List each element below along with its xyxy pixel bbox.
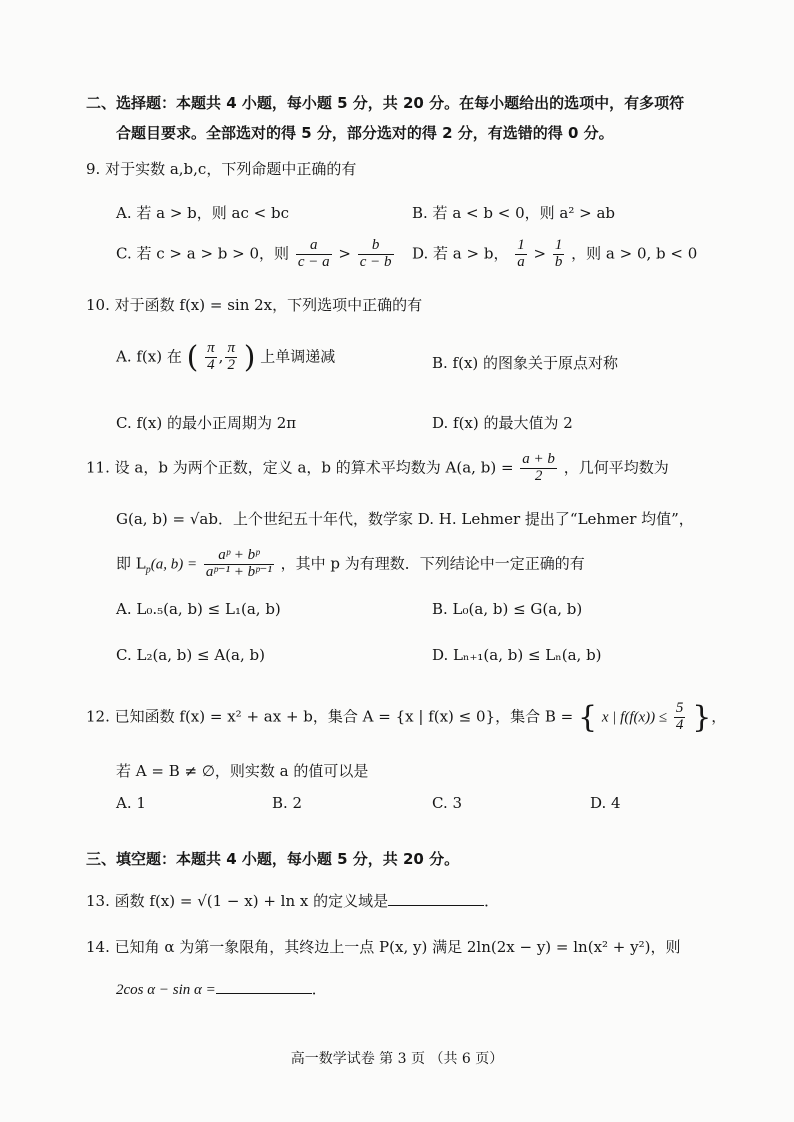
- q11-option-b: B. L₀(a, b) ≤ G(a, b): [432, 600, 583, 618]
- q9-option-a: A. 若 a > b，则 ac < bc: [116, 204, 290, 222]
- fraction-numerator: a + b: [522, 451, 555, 467]
- section-2-instructions-line-1: 二、选择题：本题共 4 小题，每小题 5 分，共 20 分。在每小题给出的选项中，有多项符: [86, 94, 685, 112]
- q10-option-a-fraction-1: [205, 341, 217, 374]
- right-brace: }: [692, 700, 712, 735]
- q9-option-d-fraction-1: [515, 238, 527, 271]
- q11-option-c: C. L₂(a, b) ≤ A(a, b): [116, 646, 265, 664]
- section-3-instructions: 三、填空题：本题共 4 小题，每小题 5 分，共 20 分。: [86, 850, 460, 868]
- fraction-denominator: 4: [207, 357, 215, 373]
- q12-option-c: C. 3: [432, 794, 463, 812]
- q10-option-d: D. f(x) 的最大值为 2: [432, 414, 573, 432]
- fraction-denominator: 2: [534, 467, 543, 484]
- q14-answer-blank: [216, 979, 312, 994]
- q12-option-d: D. 4: [590, 794, 621, 812]
- q10-option-c: C. f(x) 的最小正周期为 2π: [116, 414, 297, 432]
- q10-option-a: A. f(x) 在 ( $\frac{\pi}{4}$ , $\frac{\pi}{2}$ ) 上单调递减: [116, 340, 336, 375]
- q12-option-b: B. 2: [272, 794, 303, 812]
- q12-set-b-fraction: [674, 701, 686, 734]
- q9-option-b: B. 若 a < b < 0，则 a² > ab: [412, 204, 615, 222]
- q13-answer-blank: [388, 891, 484, 906]
- q10-option-a-text: A. f(x) 在: [116, 347, 182, 366]
- q11-lehmer-subscript: p: [145, 564, 151, 576]
- q11-line-2: G(a, b) = √ab．上个世纪五十年代，数学家 D. H. Lehmer 提出了“Lehmer 均值”，: [116, 510, 694, 528]
- q11-stem: [86, 452, 669, 485]
- left-paren: (: [186, 340, 199, 375]
- fraction-numerator: 1: [554, 237, 563, 253]
- fraction-numerator: π: [207, 340, 215, 357]
- fraction-numerator: π: [227, 340, 235, 357]
- q11-lehmer-fraction: [204, 548, 274, 581]
- q9-option-d-text: D. 若 a > b，: [412, 244, 509, 263]
- q12-stem-text: 12. 已知函数 f(x) = x² + ax + b，集合 A = {x | f(x) ≤ 0}，集合 B =: [86, 707, 574, 726]
- q11-line-3: [116, 548, 585, 581]
- q9-option-d-condition: ，则 a > 0, b < 0: [571, 244, 698, 263]
- q13-text: 13. 函数 f(x) = √(1 − x) + ln x 的定义域是: [86, 892, 389, 910]
- q9-option-c-fraction-1: [296, 238, 332, 271]
- q12-line-2: 若 A = B ≠ ∅，则实数 a 的值可以是: [116, 762, 369, 780]
- q11-stem-suffix: ，几何平均数为: [563, 458, 669, 477]
- q12-option-a: A. 1: [116, 794, 146, 812]
- fraction-denominator: aᵖ⁻¹ + bᵖ⁻¹: [205, 563, 272, 580]
- fraction-denominator: c − a: [297, 253, 330, 270]
- q11-line-3-suffix: ，其中 p 为有理数．下列结论中一定正确的有: [280, 554, 585, 573]
- fraction-numerator: a: [296, 238, 332, 255]
- q13-period: ．: [484, 892, 500, 910]
- page-footer: 高一数学试卷 第 3 页 （共 6 页）: [290, 1051, 504, 1067]
- q14-period: ．: [311, 980, 327, 998]
- q13: [86, 890, 499, 911]
- q9-option-c: [116, 238, 396, 271]
- q12-stem-suffix: ，: [711, 707, 727, 726]
- fraction-denominator: b: [554, 253, 563, 270]
- q9-option-d-fraction-2: [553, 238, 565, 271]
- q11-option-d: D. Lₙ₊₁(a, b) ≤ Lₙ(a, b): [432, 646, 602, 664]
- q12-set-b-condition: x | f(f(x)) ≤: [601, 709, 668, 726]
- left-brace: {: [578, 700, 598, 735]
- fraction-numerator: 5: [675, 700, 684, 717]
- q14-line-2: [116, 978, 327, 999]
- q9-option-c-fraction-2: [358, 238, 394, 271]
- q9-option-c-gt: >: [338, 244, 351, 263]
- q9-option-d-gt: >: [533, 244, 547, 263]
- fraction-denominator: c − b: [359, 253, 392, 270]
- q10-stem: 10. 对于函数 f(x) = sin 2x，下列选项中正确的有: [86, 296, 423, 314]
- q11-line-3-prefix: 即 L: [116, 554, 146, 573]
- q14-expression: 2cos α − sin α =: [116, 982, 216, 998]
- q9-stem: 9. 对于实数 a,b,c，下列命题中正确的有: [86, 160, 357, 178]
- q9-option-d: [412, 238, 697, 271]
- section-2-instructions-line-2: 合题目要求。全部选对的得 5 分，部分选对的得 2 分，有选错的得 0 分。: [116, 124, 614, 142]
- q10-option-a-suffix: 上单调递减: [260, 347, 336, 366]
- q11-arithmetic-mean-fraction: [520, 452, 557, 485]
- fraction-denominator: a: [517, 253, 525, 270]
- fraction-denominator: 2: [227, 357, 235, 373]
- fraction-numerator: b: [358, 238, 394, 255]
- q11-option-a: A. L₀.₅(a, b) ≤ L₁(a, b): [116, 600, 281, 618]
- q11-lehmer-args: (a, b) =: [150, 556, 198, 573]
- q12-stem: [86, 700, 726, 735]
- q14-line-1: 14. 已知角 α 为第一象限角，其终边上一点 P(x, y) 满足 2ln(2x − y) = ln(x² + y²)，则: [86, 938, 681, 956]
- q10-option-b: B. f(x) 的图象关于原点对称: [432, 354, 619, 372]
- fraction-numerator: 1: [517, 237, 525, 253]
- q11-stem-text: 11. 设 a，b 为两个正数，定义 a，b 的算术平均数为 A(a, b) =: [86, 458, 514, 477]
- q10-option-a-fraction-2: [225, 341, 237, 374]
- right-paren: ): [243, 340, 256, 375]
- fraction-numerator: aᵖ + bᵖ: [204, 548, 274, 565]
- q9-option-c-text: C. 若 c > a > b > 0，则: [116, 244, 290, 263]
- fraction-denominator: 4: [675, 717, 684, 733]
